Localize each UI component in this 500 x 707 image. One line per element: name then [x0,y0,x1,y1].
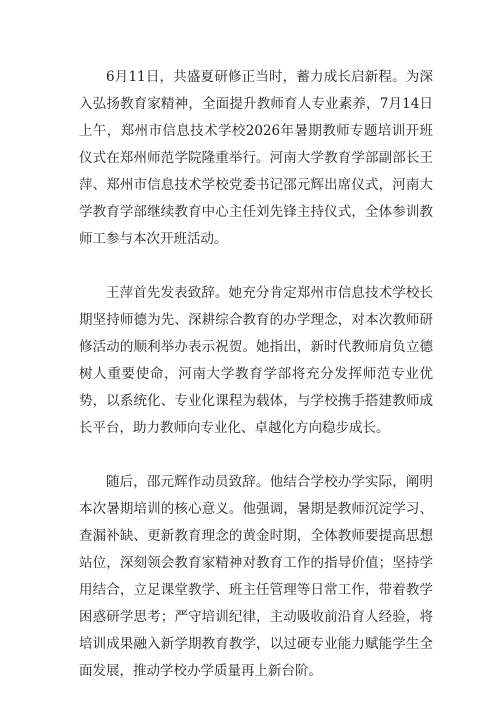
paragraph-shao-yuanhui-speech: 随后，邵元辉作动员致辞。他结合学校办学实际，阐明本次暑期培训的核心意义。他强调，暑期是教师沉淀学习、查漏补缺、更新教育理念的黄金时期，全体教师要提高思想站位，深刻领会教育家精神对教育工作的指导价值；坚持学用结合，立足课堂教学、班主任管理等日常工作，带着教学困惑研学思考；严守培训纪律，主动吸收前沿育人经验，将培训成果融入新学期教育教学，以过硬专业能力赋能学生全面发展，推动学校办学质量再上新台阶。 [79,474,433,679]
document-body [79,64,433,685]
paragraph-opening: 6月11日，共盛夏研修正当时，蓄力成长启新程。为深入弘扬教育家精神，全面提升教师育人专业素养，7月14日上午，郑州市信息技术学校2026年暑期教师专题培训开班仪式在郑州师范学院隆重举行。河南大学教育学部副部长王萍、郑州市信息技术学校党委书记邵元辉出席仪式，河南大学教育学部继续教育中心主任刘先锋主持仪式，全体参训教师工参与本次开班活动。 [79,69,433,247]
paragraph-wang-ping-speech: 王萍首先发表致辞。她充分肯定郑州市信息技术学校长期坚持师德为先、深耕综合教育的办学理念，对本次教师研修活动的顺利举办表示祝贺。她指出，新时代教师肩负立德树人重要使命，河南大学教育学部将充分发挥师范专业优势，以系统化、专业化课程为载体，与学校携手搭建教师成长平台，助力教师向专业化、卓越化方向稳步成长。 [79,285,433,436]
